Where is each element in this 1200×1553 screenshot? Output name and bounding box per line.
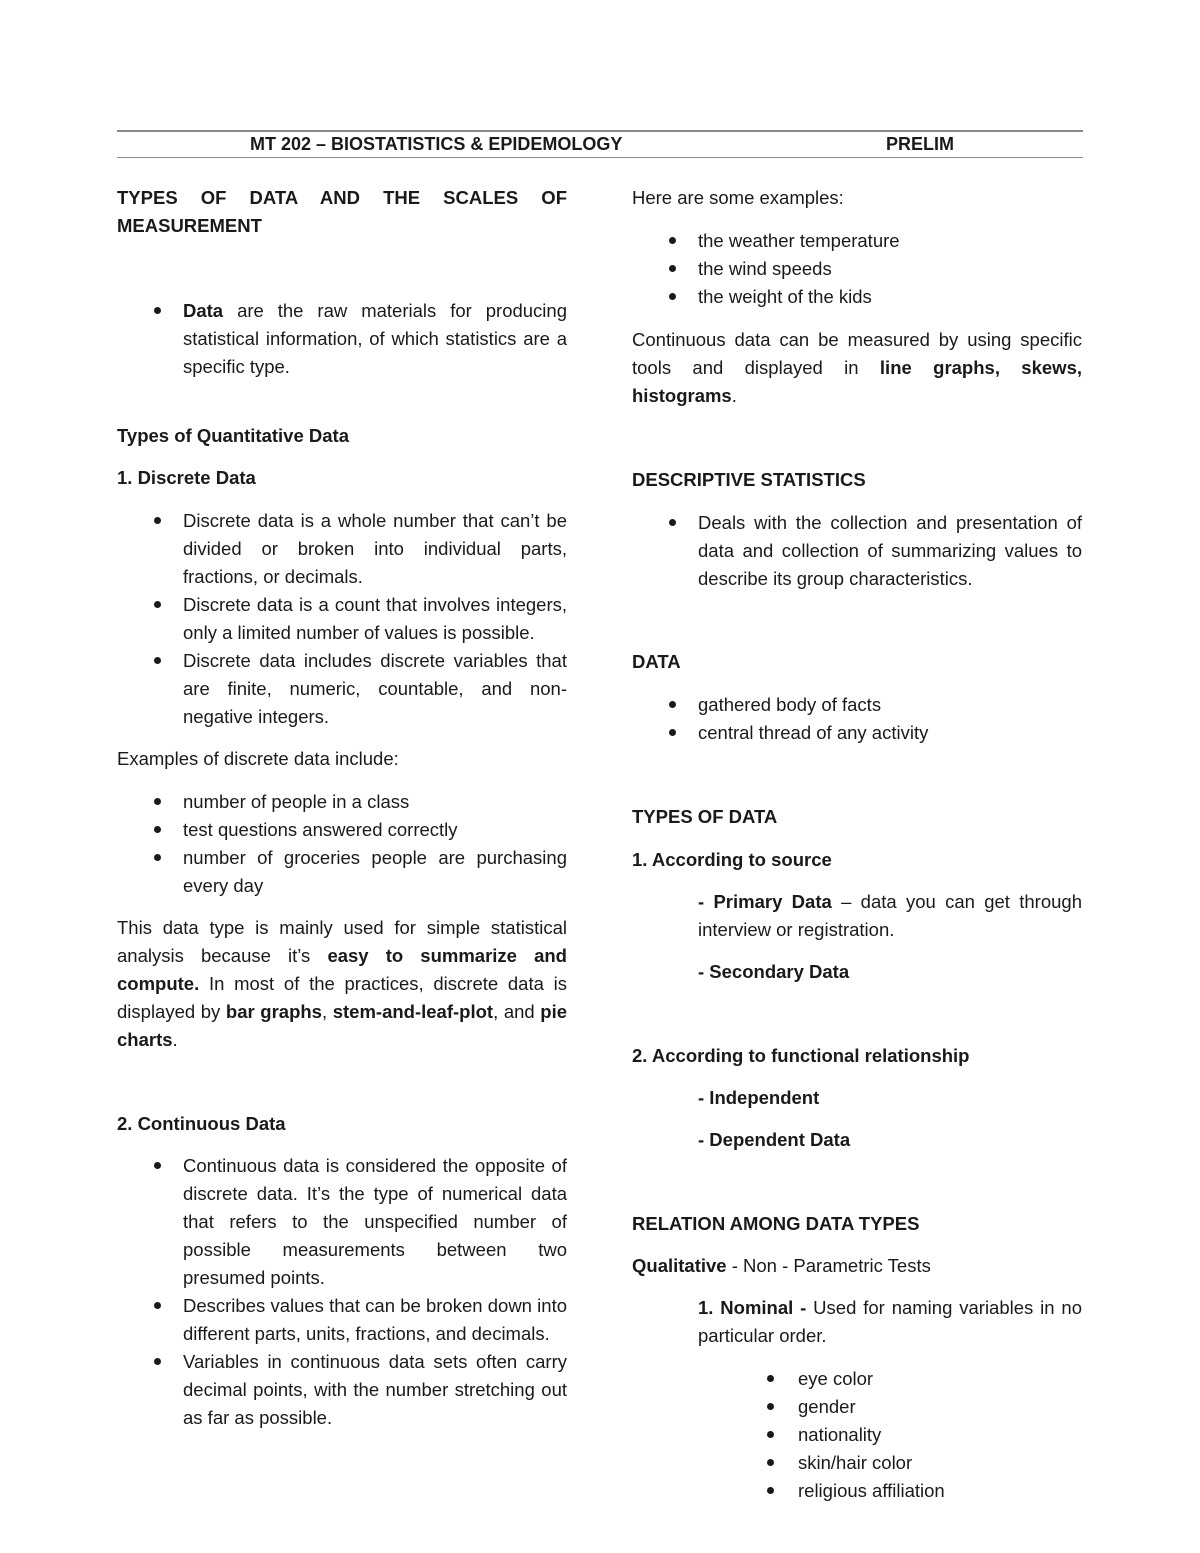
examples-intro: Examples of discrete data include: [117, 748, 399, 769]
discrete-bullets [117, 507, 567, 731]
list-item: number of groceries people are purchasing every day [117, 844, 567, 900]
summary-text: This data type is mainly used for simple statistical analysis because it’s [117, 917, 567, 966]
list-item: Deals with the collection and presentation of data and collection of summarizing values to describe its group characteristics. [632, 509, 1082, 593]
relation-heading: RELATION AMONG DATA TYPES [632, 1213, 920, 1234]
data-heading: DATA [632, 651, 681, 672]
summary-text: , [321, 1001, 333, 1022]
independent-label: - Independent [698, 1087, 820, 1108]
list-item: central thread of any activity [632, 719, 1082, 747]
types-of-data-heading: TYPES OF DATA [632, 806, 778, 827]
summary-emphasis: easy to summarize and compute. [117, 945, 567, 994]
data-bullets [632, 691, 1082, 747]
term-label: PRELIM [886, 134, 955, 154]
display-text: Continuous data can be measured by using specific tools and displayed in [632, 329, 1082, 378]
qualitative-text: - Non - Parametric Tests [726, 1255, 931, 1276]
dependent-label: - Dependent Data [698, 1129, 851, 1150]
according-to-source-heading: 1. According to source [632, 849, 832, 870]
list-item: Continuous data is considered the opposite of discrete data. It’s the type of numerical data that refers to the unspecified number of possible measurements between two presumed points. [117, 1152, 567, 1292]
list-item: religious affiliation [632, 1477, 1082, 1505]
discrete-summary [117, 914, 567, 1054]
summary-text: In most of the practices, discrete data is displayed by [117, 973, 567, 1022]
nominal-text: Used for naming variables in no particular order. [698, 1297, 1082, 1346]
descriptive-bullets [632, 509, 1082, 593]
continuous-display-text [632, 326, 1082, 410]
nominal-label: 1. Nominal - [698, 1297, 807, 1318]
summary-emphasis: pie charts [117, 1001, 568, 1050]
list-item [117, 297, 567, 381]
primary-data-item [632, 888, 1082, 944]
list-item: Discrete data is a count that involves integers, only a limited number of values is possible. [117, 591, 567, 647]
list-item: skin/hair color [632, 1449, 1082, 1477]
functional-relationship-heading: 2. According to functional relationship [632, 1045, 970, 1066]
list-item: nationality [632, 1421, 1082, 1449]
primary-data-label: - Primary Data [698, 891, 832, 912]
list-item: Describes values that can be broken down into different parts, units, fractions, and decimals. [117, 1292, 567, 1348]
continuous-examples [632, 227, 1082, 311]
course-title: MT 202 – BIOSTATISTICS & EPIDEMOLOGY [250, 134, 623, 154]
nominal-examples [632, 1365, 1082, 1505]
list-item: Variables in continuous data sets often carry decimal points, with the number stretching out as far as possible. [117, 1348, 567, 1432]
nominal-item [632, 1294, 1082, 1350]
summary-text: . [172, 1029, 178, 1050]
list-item: the weight of the kids [632, 283, 1082, 311]
right-column [632, 184, 1082, 1505]
display-emphasis: line graphs, skews, histograms [632, 357, 1082, 406]
qualitative-line [632, 1252, 1082, 1280]
data-definition: are the raw materials for producing statistical information, of which statistics are a specific type. [183, 300, 567, 377]
list-item: gender [632, 1393, 1082, 1421]
list-item: the weather temperature [632, 227, 1082, 255]
secondary-data-label: - Secondary Data [698, 961, 850, 982]
summary-text: , and [493, 1001, 541, 1022]
list-item: gathered body of facts [632, 691, 1082, 719]
data-definition-list [117, 297, 567, 381]
display-text: . [731, 385, 737, 406]
list-item: number of people in a class [117, 788, 567, 816]
main-heading: TYPES OF DATA AND THE SCALES OF MEASUREMENT [117, 187, 567, 236]
summary-emphasis: bar graphs [225, 1001, 322, 1022]
continuous-bullets [117, 1152, 567, 1432]
qualitative-label: Qualitative [632, 1255, 727, 1276]
list-item: Discrete data includes discrete variables that are finite, numeric, countable, and non-negative integers. [117, 647, 567, 731]
continuous-heading: 2. Continuous Data [117, 1113, 286, 1134]
primary-data-text: – data you can get through interview or registration. [698, 891, 1082, 940]
discrete-examples [117, 788, 567, 900]
data-term: Data [183, 300, 224, 321]
descriptive-statistics-heading: DESCRIPTIVE STATISTICS [632, 469, 866, 490]
continuous-examples-intro: Here are some examples: [632, 187, 844, 208]
header-top-rule [117, 130, 1083, 132]
list-item: test questions answered correctly [117, 816, 567, 844]
left-column [117, 184, 567, 1432]
discrete-heading: 1. Discrete Data [117, 467, 256, 488]
list-item: the wind speeds [632, 255, 1082, 283]
header-bottom-rule [117, 157, 1083, 158]
list-item: eye color [632, 1365, 1082, 1393]
list-item: Discrete data is a whole number that can’t be divided or broken into individual parts, fractions, or decimals. [117, 507, 567, 591]
quantitative-heading: Types of Quantitative Data [117, 425, 349, 446]
summary-emphasis: stem-and-leaf-plot [332, 1001, 494, 1022]
